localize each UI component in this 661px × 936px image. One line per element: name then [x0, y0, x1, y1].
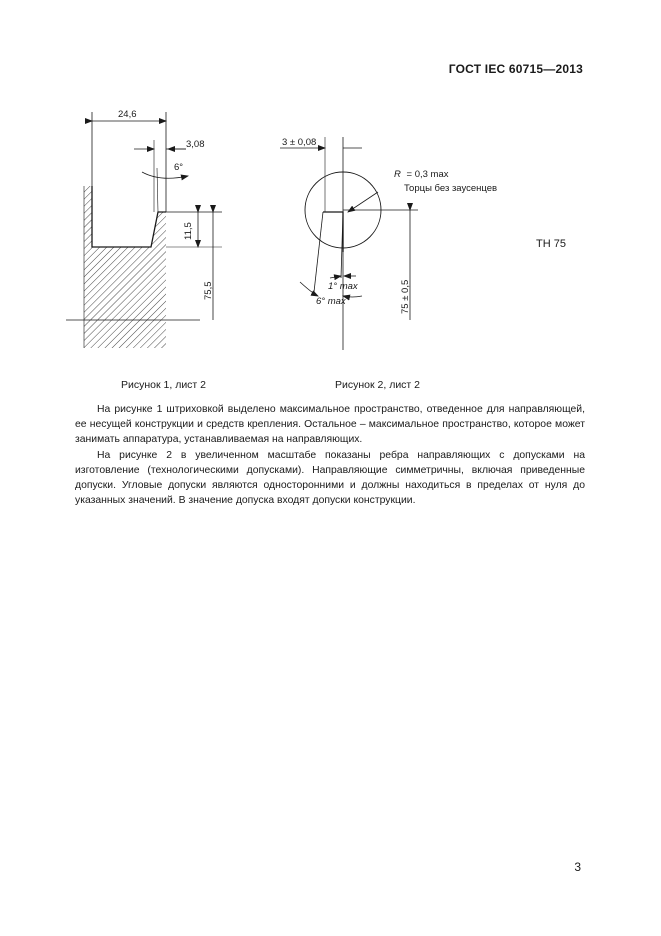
fig2-radius-value: = 0,3 max	[406, 169, 449, 180]
figure-2-caption: Рисунок 2, лист 2	[335, 379, 420, 391]
fig1-angle-dim: 6°	[174, 162, 184, 173]
standard-code: ГОСТ IEC 60715—2013	[448, 62, 583, 76]
paragraph-2: На рисунке 2 в увеличенном масштабе показаны ребра направляющих с допусками на изготовление (технологическими допусками). Направляющие симметричны, включая приведенные допуски. Угловые допуски являются односторонними и должны находиться в пределах от нуля до указанных значений. В значение допуска входят допуски конструкции.	[75, 449, 585, 507]
fig2-angle-small: 1° max	[328, 281, 358, 292]
fig2-height-dim: 75 ± 0,5	[400, 279, 411, 314]
fig2-radius-dim	[394, 169, 449, 180]
side-label: TH 75	[536, 238, 566, 250]
fig2-width-dim: 3 ± 0,08	[282, 137, 317, 148]
fig2-radius-symbol: R	[394, 169, 401, 180]
body-text	[75, 402, 585, 508]
page-number: 3	[574, 860, 581, 874]
figure-1-caption: Рисунок 1, лист 2	[121, 379, 206, 391]
paragraph-1: На рисунке 1 штриховкой выделено максимальное пространство, отведенное для направляющей, ее несущей конструкции и средств крепления. Остальное – максимальное пространство, которое может занимать аппаратура, устанавливаемая на направляющих.	[75, 404, 585, 446]
fig2-angle-large: 6° max	[316, 296, 346, 307]
fig2-burr-note: Торцы без заусенцев	[404, 183, 498, 194]
technical-drawing	[0, 0, 661, 380]
fig1-total-dim: 75,5	[203, 281, 214, 300]
fig1-height-dim: 11,5	[183, 222, 194, 240]
fig1-gap-dim: 3,08	[186, 139, 205, 150]
fig1-width-dim: 24,6	[118, 109, 137, 120]
